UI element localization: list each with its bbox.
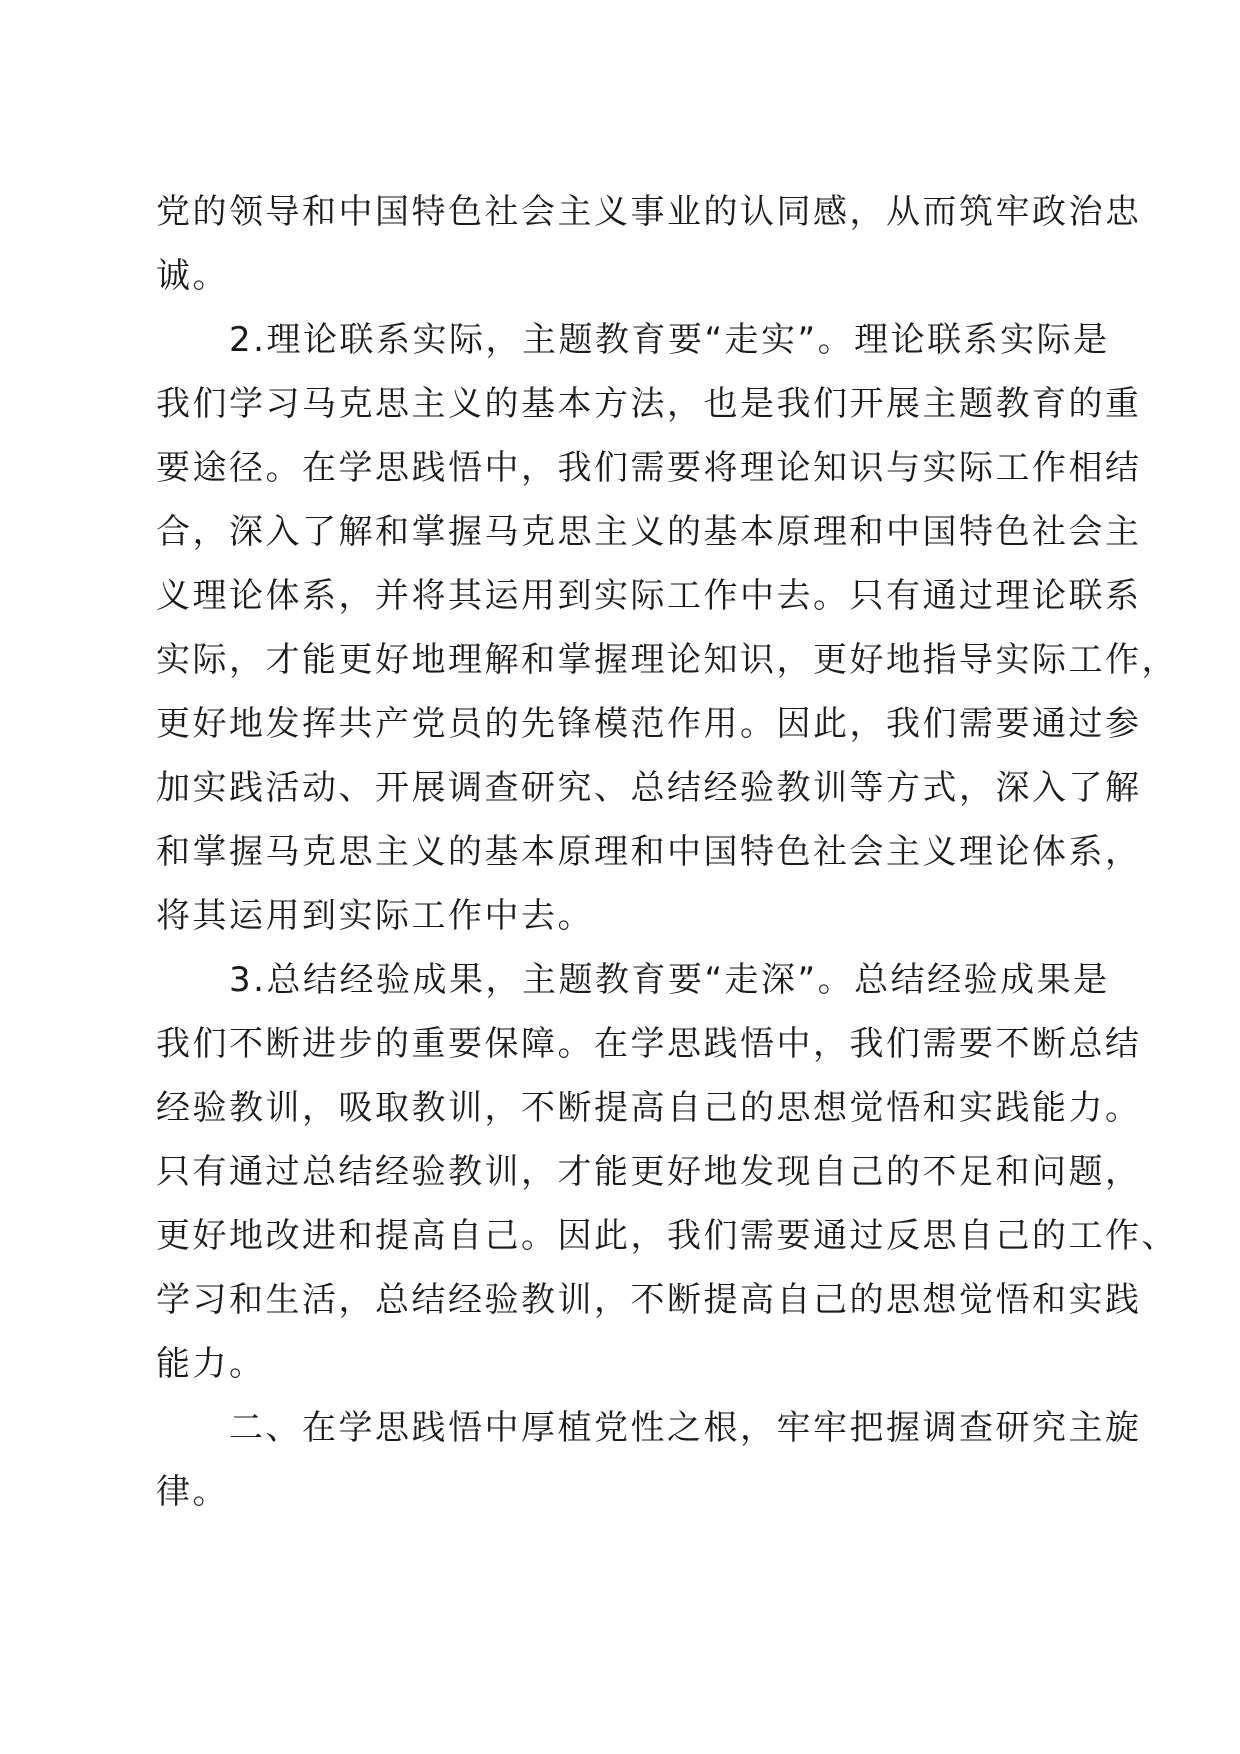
text-line: 将其运用到实际工作中去。 (156, 896, 594, 936)
text-line: 和掌握马克思主义的基本原理和中国特色社会主义理论体系， (156, 832, 1142, 872)
text-line: 学习和生活，总结经验教训，不断提高自己的思想觉悟和实践 (156, 1280, 1142, 1320)
text-line: 义理论体系，并将其运用到实际工作中去。只有通过理论联系 (156, 576, 1142, 616)
text-line: 党的领导和中国特色社会主义事业的认同感，从而筑牢政治忠 (156, 192, 1142, 232)
text-line: 更好地改进和提高自己。因此，我们需要通过反思自己的工作、 (156, 1216, 1178, 1256)
text-line: 我们学习马克思主义的基本方法，也是我们开展主题教育的重 (156, 384, 1142, 424)
text-line: 加实践活动、开展调查研究、总结经验教训等方式，深入了解 (156, 768, 1142, 808)
section-heading-2: 2.理论联系实际，主题教育要“走实”。理论联系实际是 (156, 320, 1110, 360)
text-line: 更好地发挥共产党员的先锋模范作用。因此，我们需要通过参 (156, 704, 1142, 744)
text-line: 诚。 (156, 256, 229, 296)
text-line: 要途径。在学思践悟中，我们需要将理论知识与实际工作相结 (156, 448, 1142, 488)
text-line: 能力。 (156, 1344, 266, 1384)
text-line: 我们不断进步的重要保障。在学思践悟中，我们需要不断总结 (156, 1024, 1142, 1064)
text-line: 只有通过总结经验教训，才能更好地发现自己的不足和问题， (156, 1152, 1142, 1192)
text-line: 合，深入了解和掌握马克思主义的基本原理和中国特色社会主 (156, 512, 1142, 552)
section-heading-er: 二、在学思践悟中厚植党性之根，牢牢把握调查研究主旋 (156, 1408, 1142, 1448)
section-heading-3: 3.总结经验成果，主题教育要“走深”。总结经验成果是 (156, 960, 1110, 1000)
text-line: 实际，才能更好地理解和掌握理论知识，更好地指导实际工作， (156, 640, 1178, 680)
text-line: 经验教训，吸取教训，不断提高自己的思想觉悟和实践能力。 (156, 1088, 1142, 1128)
text-line: 律。 (156, 1472, 229, 1512)
body-text (156, 180, 1178, 1524)
